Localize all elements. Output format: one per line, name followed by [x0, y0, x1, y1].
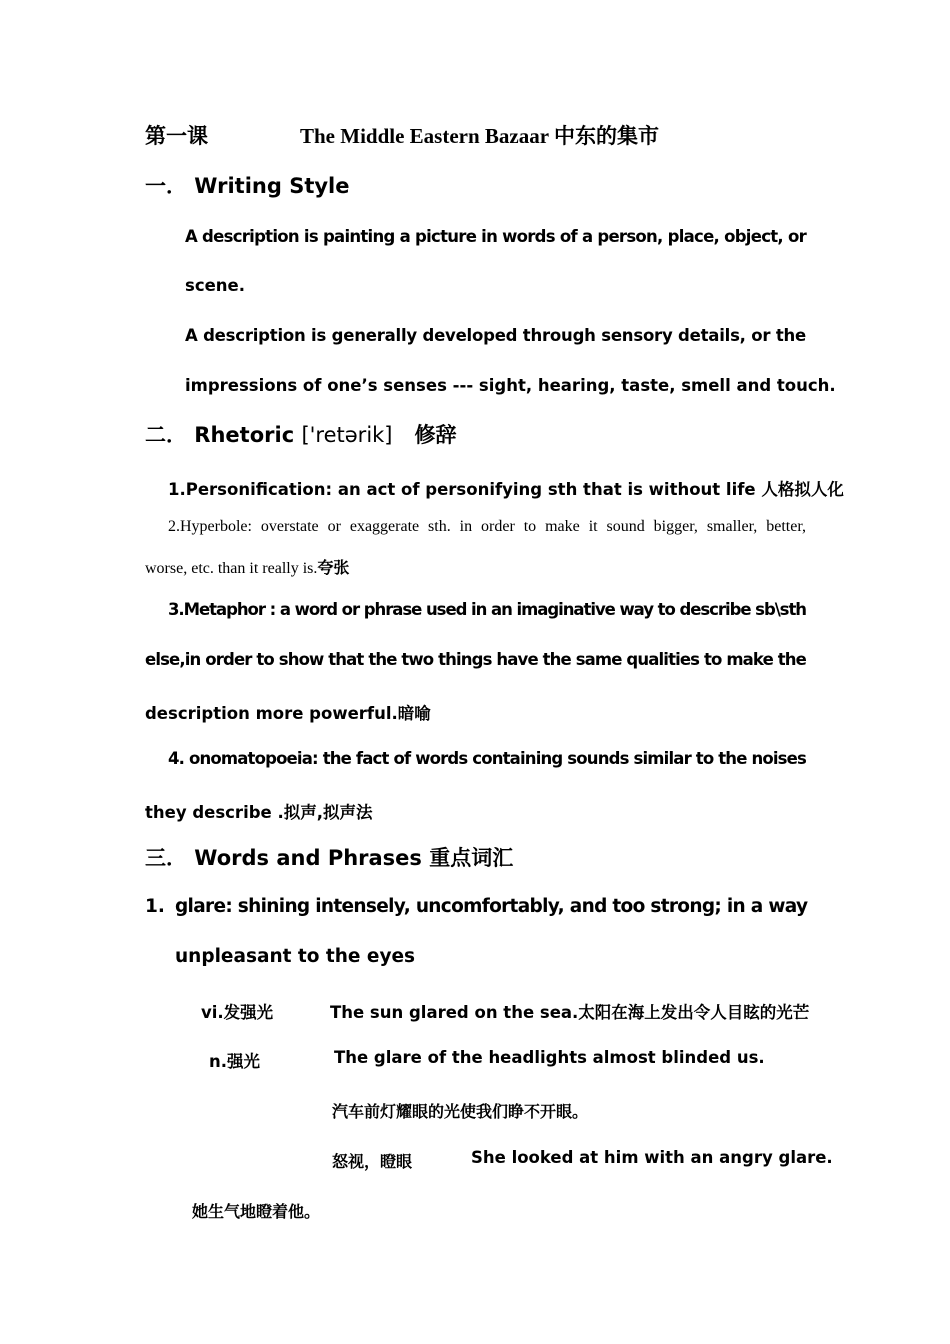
glare-stare-label: 怒视，瞪眼	[332, 1152, 413, 1171]
rhetoric-heading-text: 二． Rhetoric	[145, 423, 302, 447]
rhetoric-item-onomatopoeia-line-2: they describe .拟声,拟声法	[145, 803, 373, 822]
rhetoric-item-onomatopoeia-line-1: 4. onomatopoeia: the fact of words containing sounds similar to the noises	[168, 749, 806, 768]
rhetoric-item-metaphor-line-3: description more powerful.暗喻	[145, 704, 431, 723]
glare-vi-example: The sun glared on the sea.太阳在海上发出令人目眩的光芒	[330, 1003, 810, 1022]
lesson-title: The Middle Eastern Bazaar 中东的集市	[300, 124, 659, 148]
glare-stare-example: She looked at him with an angry glare.	[471, 1148, 833, 1167]
rhetoric-phonetic: ['retərik]	[301, 423, 393, 447]
rhetoric-item-hyperbole-line-1: 2.Hyperbole: overstate or exaggerate sth. in order to make it sound bigger, smaller, better,	[168, 518, 806, 535]
hyperbole-cn: 夸张	[317, 558, 350, 577]
word-glare-definition-line-2: unpleasant to the eyes	[175, 946, 416, 967]
rhetoric-item-metaphor-line-1: 3.Metaphor : a word or phrase used in an imaginative way to describe sb\sth	[168, 600, 806, 619]
lesson-label: 第一课	[145, 124, 208, 148]
glare-n-example: The glare of the headlights almost blinded us.	[334, 1048, 765, 1067]
rhetoric-item-personification: 1.Personification: an act of personifying sth that is without life 人格拟人化	[168, 480, 844, 499]
rhetoric-heading-cn: 修辞	[414, 423, 457, 447]
paragraph-description-2-line-1: A description is generally developed through sensory details, or the	[185, 326, 807, 345]
paragraph-description-2-line-2: impressions of one’s senses --- sight, hearing, taste, smell and touch.	[185, 376, 836, 395]
paragraph-description-1-line-2: scene.	[185, 276, 245, 295]
section-heading-words-phrases: 三． Words and Phrases 重点词汇	[145, 846, 514, 870]
section-heading-rhetoric	[145, 419, 456, 449]
rhetoric-item-metaphor-line-2: else,in order to show that the two things have the same qualities to make the	[145, 650, 806, 669]
word-1-number: 1.	[145, 896, 165, 917]
word-glare-definition-line-1: glare: shining intensely, uncomfortably, and too strong; in a way	[175, 896, 808, 917]
glare-stare-example-cn: 她生气地瞪着他。	[192, 1202, 321, 1221]
paragraph-description-1-line-1: A description is painting a picture in words of a person, place, object, or	[185, 227, 806, 246]
glare-n-example-cn: 汽车前灯耀眼的光使我们睁不开眼。	[332, 1102, 589, 1121]
hyperbole-line-2-text: worse, etc. than it really is.	[145, 560, 318, 577]
rhetoric-item-hyperbole-line-2	[145, 555, 349, 578]
glare-n-label: n.强光	[209, 1052, 261, 1071]
section-heading-writing-style: 一． Writing Style	[145, 174, 350, 198]
glare-vi-label: vi.发强光	[201, 1003, 274, 1022]
